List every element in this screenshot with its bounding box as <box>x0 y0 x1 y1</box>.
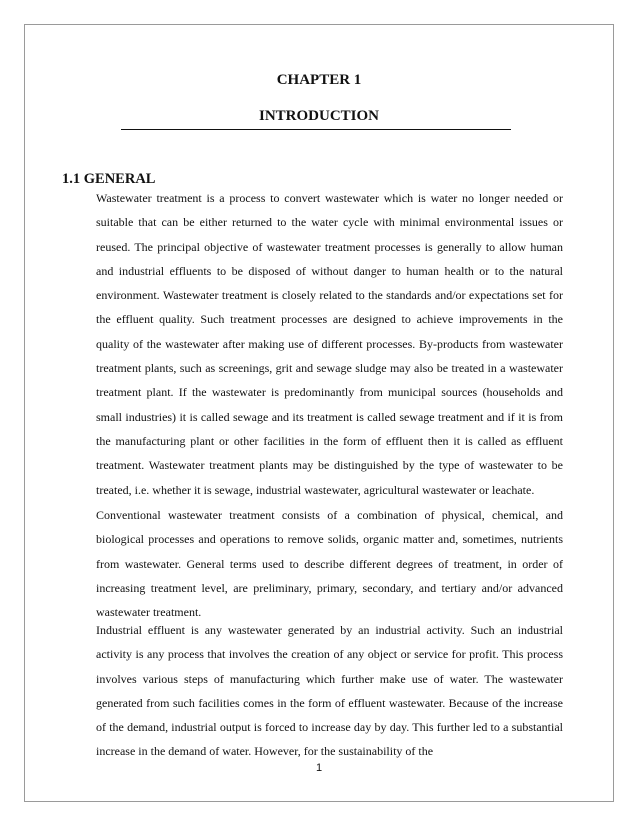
section-heading: 1.1 GENERAL <box>62 171 156 187</box>
paragraph-conventional-treatment: Conventional wastewater treatment consists of a combination of physical, chemical, and biological processes and operations to remove solids, organic matter and, sometimes, nutrients from wastewater. General terms used to describe different degrees of treatment, in order of increasing treatment level, are preliminary, primary, secondary, and tertiary and/or advanced wastewater treatment. <box>96 508 563 620</box>
title-underline <box>121 129 511 130</box>
chapter-label: CHAPTER 1 <box>276 72 362 88</box>
paragraph-general: Wastewater treatment is a process to convert wastewater which is water no longer needed or suitable that can be either returned to the water cycle with minimal environmental issues or reused. The principal objective of wastewater treatment processes is generally to allow human and industrial effluents to be disposed of without danger to human health or to the natural environment. Wastewater treatment is closely related to the standards and/or expectations set for the effluent quality. Such treatment processes are designed to achieve improvements in the quality of the wastewater after making use of different processes. By-products from wastewater treatment plants, such as screenings, grit and sewage sludge may also be treated in a wastewater treatment plant. If the wastewater is predominantly from municipal sources (households and small industries) it is called sewage and its treatment is called sewage treatment and if it is from the manufacturing plant or other facilities in the form of effluent then it is called as effluent treatment. Wastewater treatment plants may be distinguished by the type of wastewater to be treated, i.e. whether it is sewage, industrial wastewater, agricultural wastewater or leachate. <box>96 191 563 497</box>
page-number: 1 <box>315 762 323 774</box>
paragraph-industrial-effluent: Industrial effluent is any wastewater generated by an industrial activity. Such an industrial activity is any process that involves the creation of any object or service for profit. This process involves various steps of manufacturing which further make use of water. The wastewater generated from such facilities comes in the form of effluent wastewater. Because of the increase of the demand, industrial output is forced to increase day by day. This further led to a substantial increase in the demand of water. However, for the sustainability of the <box>96 623 563 759</box>
chapter-title: INTRODUCTION <box>258 108 379 124</box>
